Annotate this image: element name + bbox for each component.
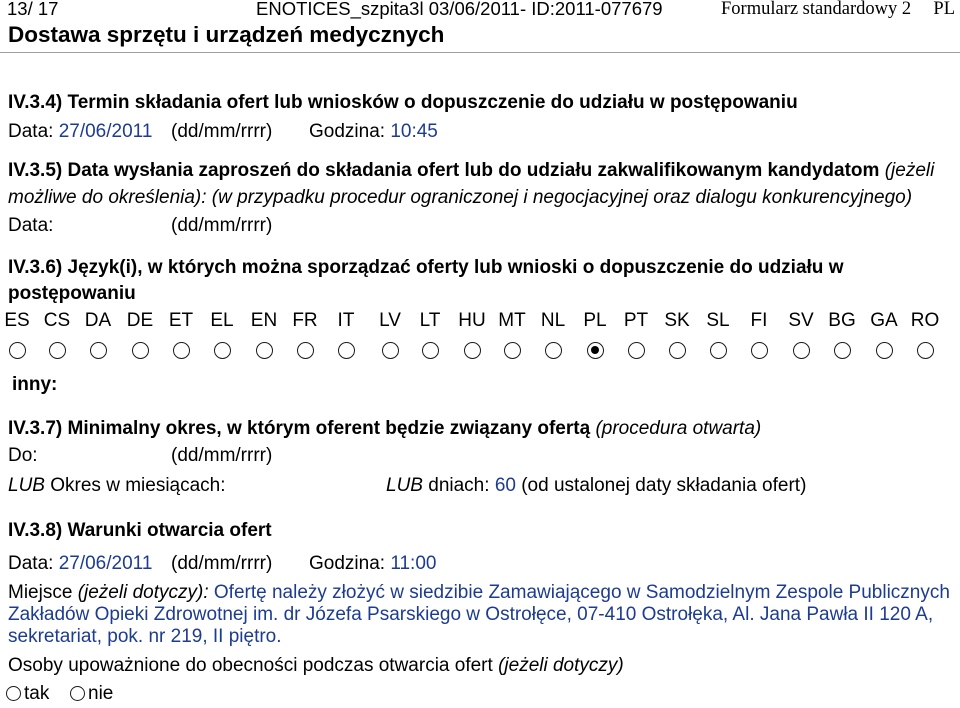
days-label: dniach:: [428, 475, 490, 496]
language-code-et: ET: [168, 310, 194, 331]
language-code-sk: SK: [664, 310, 690, 331]
language-radio-ro[interactable]: [917, 342, 934, 359]
place-note: (jeżeli dotyczy):: [77, 582, 209, 603]
language-code-es: ES: [4, 310, 30, 331]
time-label: Godzina:: [309, 553, 386, 574]
section-heading: IV.3.5) Data wysłania zaproszeń do składania ofert lub do udziału zakwalifikowanym kandydatom: [8, 160, 880, 181]
deadline-time: 10:45: [390, 121, 438, 142]
language-radio-lt[interactable]: [422, 342, 439, 359]
deadline-date: 27/06/2011: [58, 121, 153, 142]
language-code-en: EN: [250, 310, 278, 331]
language-radio-es[interactable]: [9, 342, 26, 359]
section-note: (procedura otwarta): [595, 418, 762, 439]
section-heading-continued: postępowaniu: [8, 283, 136, 304]
language-radio-pl[interactable]: [587, 342, 604, 359]
date-label: Data:: [8, 121, 54, 142]
language-code-bg: BG: [828, 310, 856, 331]
months-row: [8, 476, 226, 495]
deadline-time-row: [309, 122, 438, 141]
section-heading: IV.3.8) Warunki otwarcia ofert: [8, 520, 272, 541]
section-heading: IV.3.6) Język(i), w których można sporządzać oferty lub wnioski o dopuszczenie do udziału w: [8, 257, 844, 278]
form-language: PL: [933, 0, 955, 19]
language-radio-it[interactable]: [338, 342, 355, 359]
language-code-da: DA: [84, 310, 112, 331]
language-radio-sk[interactable]: [669, 342, 686, 359]
section-note: (jeżeli: [884, 160, 935, 181]
or-label: LUB: [386, 475, 423, 496]
language-code-pl: PL: [583, 310, 607, 331]
language-radio-et[interactable]: [173, 342, 190, 359]
language-radio-en[interactable]: [256, 342, 273, 359]
date-format: (dd/mm/rrrr): [171, 445, 273, 466]
days-value: 60: [494, 475, 516, 496]
section-heading: IV.3.7) Minimalny okres, w którym oferent będzie związany ofertą: [8, 418, 591, 439]
section-heading-line: [8, 161, 934, 180]
opening-time: 11:00: [390, 553, 437, 574]
date-format: (dd/mm/rrrr): [171, 215, 273, 236]
header-divider: [0, 52, 960, 53]
days-row: [386, 476, 806, 495]
language-radio-sl[interactable]: [710, 342, 727, 359]
date-label: Data:: [8, 553, 54, 574]
place-label: Miejsce: [8, 582, 73, 603]
language-radio-lv[interactable]: [382, 342, 399, 359]
language-code-sl: SL: [706, 310, 730, 331]
language-code-el: EL: [210, 310, 234, 331]
language-code-hu: HU: [458, 310, 486, 331]
option-no-label: nie: [88, 683, 114, 704]
language-code-fr: FR: [292, 310, 318, 331]
section-note-continued: możliwe do określenia): (w przypadku procedur ograniczonej i negocjacyjnej oraz dialogu konkurencyjnego): [8, 187, 913, 208]
date-label: Data:: [8, 215, 54, 236]
place-line: sekretariat, pok. nr 219, II piętro.: [8, 626, 282, 647]
language-code-fi: FI: [750, 310, 768, 331]
opening-date-row: [8, 554, 152, 573]
form-name: Formularz standardowy 2: [721, 0, 912, 19]
opening-date: 27/06/2011: [58, 553, 153, 574]
persons-label: Osoby upoważnione do obecności podczas otwarcia ofert: [8, 655, 493, 676]
days-note: (od ustalonej daty składania ofert): [521, 475, 807, 496]
language-radio-da[interactable]: [90, 342, 107, 359]
language-code-nl: NL: [540, 310, 566, 331]
language-code-sv: SV: [788, 310, 814, 331]
opening-time-row: [309, 554, 436, 573]
language-code-it: IT: [337, 310, 355, 331]
language-radio-de[interactable]: [132, 342, 149, 359]
language-code-lt: LT: [419, 310, 441, 331]
language-code-ga: GA: [870, 310, 898, 331]
language-code-pt: PT: [623, 310, 649, 331]
place-row: [8, 583, 950, 602]
language-radio-hu[interactable]: [464, 342, 481, 359]
language-code-de: DE: [126, 310, 154, 331]
page-title: Dostawa sprzętu i urządzeń medycznych: [8, 22, 445, 47]
deadline-date-row: [8, 122, 152, 141]
language-radio-fr[interactable]: [297, 342, 314, 359]
language-radio-el[interactable]: [214, 342, 231, 359]
language-radio-pt[interactable]: [628, 342, 645, 359]
time-label: Godzina:: [309, 121, 386, 142]
until-label: Do:: [8, 445, 38, 466]
page-number: 13/ 17: [7, 0, 59, 19]
other-language-label: inny:: [12, 374, 58, 395]
language-code-cs: CS: [43, 310, 71, 331]
option-yes-label: tak: [24, 683, 50, 704]
language-radio-cs[interactable]: [49, 342, 66, 359]
or-label: LUB: [8, 475, 45, 496]
section-heading-line: [8, 419, 761, 438]
language-radio-mt[interactable]: [504, 342, 521, 359]
date-format: (dd/mm/rrrr): [171, 553, 273, 574]
language-code-mt: MT: [498, 310, 526, 331]
place-line: Zakładów Opieki Zdrowotnej im. dr Józefa Psarskiego w Ostrołęce, 07-410 Ostrołęka, Al. Jana Pawła II 120 A,: [8, 604, 934, 625]
persons-row: [8, 656, 624, 675]
language-code-ro: RO: [910, 310, 940, 331]
persons-note: (jeżeli dotyczy): [498, 655, 624, 676]
language-radio-fi[interactable]: [751, 342, 768, 359]
language-radio-ga[interactable]: [876, 342, 893, 359]
language-radio-nl[interactable]: [545, 342, 562, 359]
place-line: Ofertę należy złożyć w siedzibie Zamawiającego w Samodzielnym Zespole Publicznych: [213, 582, 950, 603]
language-radio-bg[interactable]: [834, 342, 851, 359]
option-no-radio[interactable]: [70, 686, 85, 701]
language-radio-sv[interactable]: [793, 342, 810, 359]
months-label: Okres w miesiącach:: [50, 475, 226, 496]
notice-id: ENOTICES_szpita3l 03/06/2011- ID:2011-077679: [256, 0, 663, 19]
section-heading: IV.3.4) Termin składania ofert lub wniosków o dopuszczenie do udziału w postępowaniu: [8, 92, 798, 113]
option-yes-radio[interactable]: [6, 686, 21, 701]
date-format: (dd/mm/rrrr): [171, 121, 273, 142]
language-code-lv: LV: [379, 310, 401, 331]
